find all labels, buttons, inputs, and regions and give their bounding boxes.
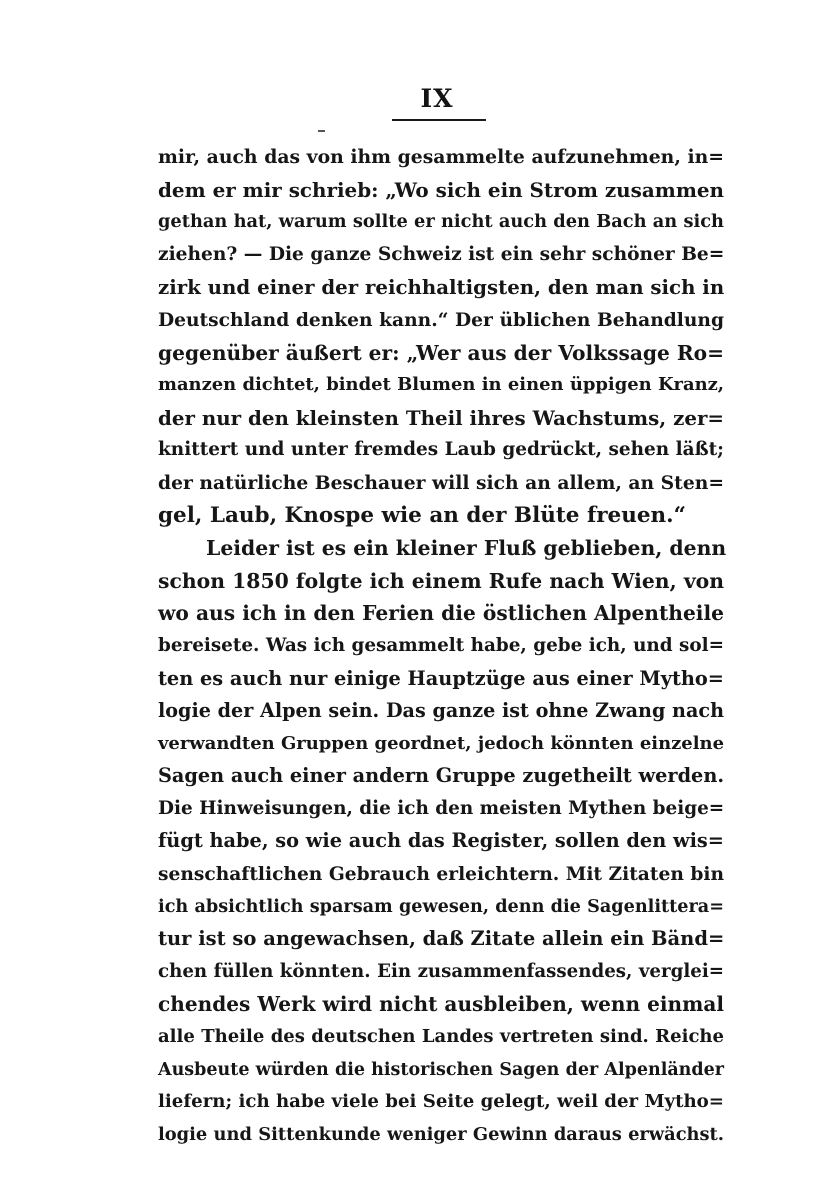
page-number: IX — [420, 84, 454, 113]
text-line: gel, Laub, Knospe wie an der Blüte freuen.“ — [158, 502, 687, 528]
text-line: knittert und unter fremdes Laub gedrückt, sehen läßt; — [158, 439, 724, 461]
text-line: zirk und einer der reichhaltigsten, den man sich in — [158, 275, 725, 300]
text-line: fügt habe, so wie auch das Register, sollen den wis= — [158, 829, 724, 853]
text-line: Die Hinweisungen, die ich den meisten Mythen beige= — [158, 797, 725, 819]
text-line: logie und Sittenkunde weniger Gewinn daraus erwächst. — [158, 1123, 724, 1145]
text-line: dem er mir schrieb: „Wo sich ein Strom zusammen — [158, 177, 725, 202]
text-line: gegenüber äußert er: „Wer aus der Volkssage Ro= — [158, 340, 724, 365]
text-line: bereisete. Was ich gesammelt habe, gebe ich, und sol= — [158, 634, 724, 656]
text-line: tur ist so angewachsen, daß Zitate allein ein Bänd= — [158, 927, 725, 951]
header-rule — [392, 119, 486, 121]
body-text — [158, 141, 727, 1151]
text-line: logie der Alpen sein. Das ganze ist ohne Zwang nach — [158, 699, 724, 723]
text-line: ten es auch nur einige Hauptzüge aus einer Mytho= — [158, 666, 724, 690]
text-line: manzen dichtet, bindet Blumen in einen üppigen Kranz, — [158, 374, 724, 396]
text-line: verwandten Gruppen geordnet, jedoch könnten einzelne — [158, 732, 724, 754]
text-line: chen füllen könnten. Ein zusammenfassendes, verglei= — [158, 960, 724, 982]
text-line: schon 1850 folgte ich einem Rufe nach Wien, von — [158, 568, 724, 593]
text-line: senschaftlichen Gebrauch erleichtern. Mit Zitaten bin — [158, 863, 724, 886]
text-line: ziehen? — Die ganze Schweiz ist ein sehr schöner Be= — [158, 243, 725, 265]
text-line: Deutschland denken kann.“ Der üblichen Behandlung — [158, 308, 724, 331]
text-line: gethan hat, warum sollte er nicht auch den Bach an sich — [158, 211, 724, 233]
text-line: liefern; ich habe viele bei Seite gelegt, weil der Mytho= — [158, 1091, 724, 1113]
text-line: wo aus ich in den Ferien die östlichen Alpentheile — [158, 601, 724, 626]
text-line: der natürliche Beschauer will sich an allem, an Sten= — [158, 471, 724, 494]
text-line: der nur den kleinsten Theil ihres Wachstums, zer= — [158, 405, 724, 430]
text-line: chendes Werk wird nicht ausbleiben, wenn einmal — [158, 992, 724, 1017]
text-line: Sagen auch einer andern Gruppe zugetheilt werden. — [158, 764, 725, 788]
print-mark — [318, 130, 325, 132]
text-line: alle Theile des deutschen Landes vertreten sind. Reiche — [158, 1026, 724, 1048]
paragraph-start-line: Leider ist es ein kleiner Fluß geblieben, denn — [206, 536, 727, 561]
text-line: mir, auch das von ihm gesammelte aufzunehmen, in= — [158, 146, 724, 168]
text-line: Ausbeute würden die historischen Sagen der Alpenländer — [158, 1059, 724, 1080]
text-line: ich absichtlich sparsam gewesen, denn die Sagenlittera= — [158, 895, 724, 917]
